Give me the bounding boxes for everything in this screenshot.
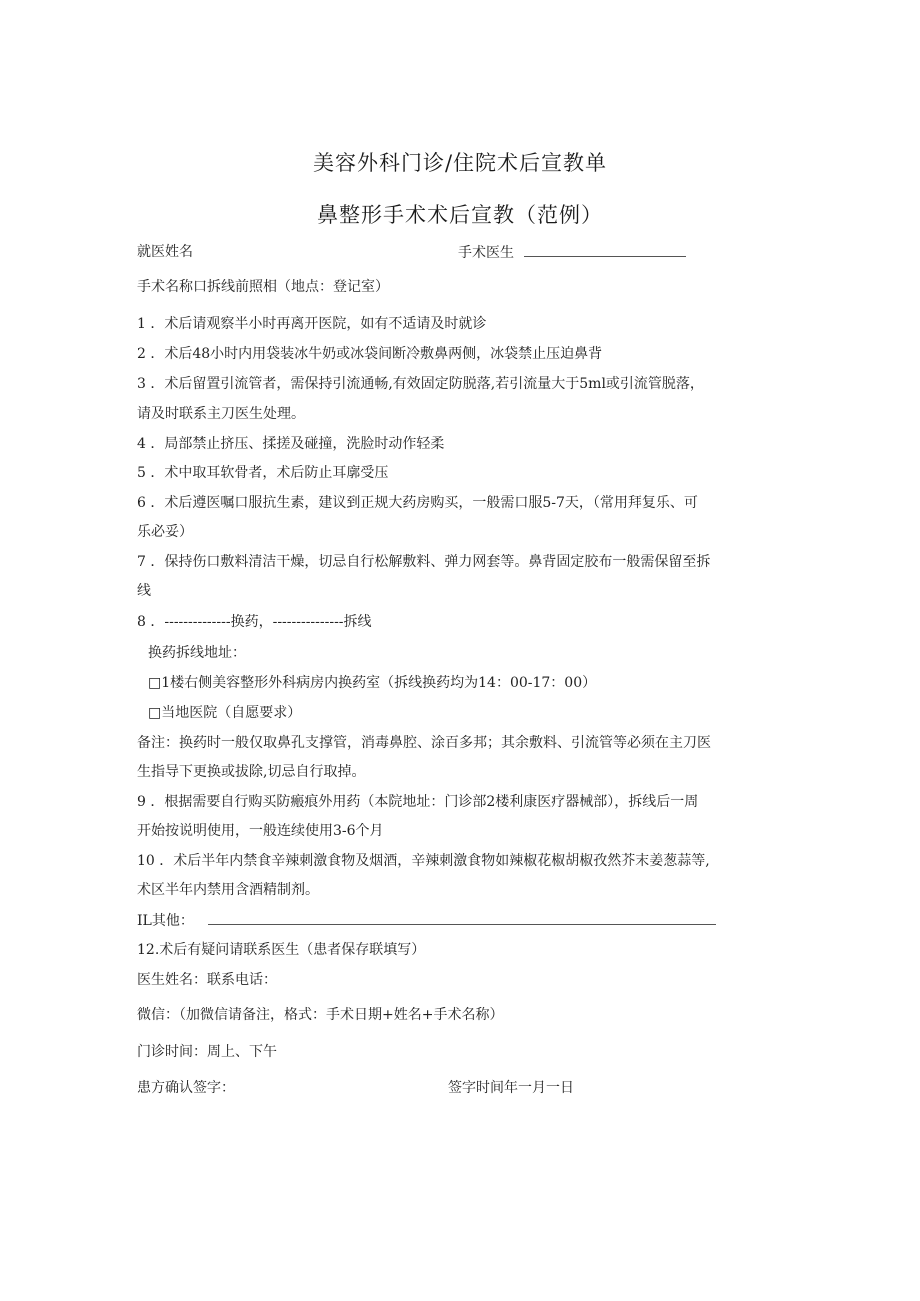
instruction-item-1: 1 ．术后请观察半小时再离开医院，如有不适请及时就诊 — [137, 316, 487, 332]
surgeon-field — [458, 242, 686, 263]
instruction-item-9: 9 ．根据需要自行购买防瘢痕外用药（本院地址：门诊部2楼利康医疗器械部），拆线后一周 — [137, 794, 699, 810]
instruction-item-11 — [137, 910, 716, 931]
instruction-item-4: 4 ．局部禁止挤压、揉搓及碰撞，洗脸时动作轻柔 — [137, 436, 445, 452]
instruction-item-6: 6 ．术后遵医嘱口服抗生素，建议到正规大药房购买，一般需口服5-7天，（常用拜复乐、可 — [137, 495, 698, 511]
instruction-item-6-cont: 乐必妥） — [137, 524, 193, 540]
remark-cont: 生指导下更换或拔除,切忌自行取掉。 — [137, 764, 366, 780]
remark: 备注：换药时一般仅取鼻孔支撑管，消毒鼻腔、涂百多邦；其余敷料、引流管等必须在主刀医 — [137, 735, 711, 751]
signature-time-label: 签字时间年一月一日 — [448, 1080, 574, 1096]
wechat-line: 微信：（加微信请备注，格式：手术日期+姓名+手术名称） — [137, 1007, 504, 1023]
patient-name-label: 就医姓名 — [137, 244, 193, 260]
other-blank-line — [208, 910, 716, 925]
patient-name-field — [137, 242, 193, 262]
instruction-item-10: 10 ．术后半年内禁食辛辣刺激食物及烟酒，辛辣刺激食物如辣椒花椒胡椒孜然芥末姜葱蒜等, — [137, 853, 710, 869]
instruction-item-9-cont: 开始按说明使用，一般连续使用3-6个月 — [137, 823, 384, 839]
document-title: 美容外科门诊/住院术后宣教单 — [312, 151, 608, 175]
instruction-item-7-cont: 线 — [137, 583, 151, 599]
change-address-label: 换药拆线地址： — [148, 645, 246, 661]
address-option-local[interactable]: □当地医院（自愿要求） — [148, 705, 302, 721]
instruction-item-5: 5 ．术中取耳软骨者，术后防止耳廓受压 — [137, 465, 389, 481]
surgeon-blank-line — [524, 242, 686, 257]
instruction-item-2: 2 ．术后48小时内用袋装冰牛奶或冰袋间断冷敷鼻两侧，冰袋禁止压迫鼻背 — [137, 346, 603, 362]
patient-signature-label: 患方确认签字： — [137, 1080, 235, 1096]
instruction-item-10-cont: 术区半年内禁用含酒精制剂。 — [137, 882, 319, 898]
instruction-item-3: 3 ．术后留置引流管者，需保持引流通畅,有效固定防脱落,若引流量大于5ml或引流管脱落， — [137, 376, 704, 392]
document-subtitle: 鼻整形手术术后宣教（范例） — [317, 203, 603, 227]
instruction-item-3-cont: 请及时联系主刀医生处理。 — [137, 406, 305, 422]
address-option-hospital[interactable]: □1楼右侧美容整形外科病房内换药室（拆线换药均为14：00-17：00） — [148, 675, 597, 691]
other-label: IL其他： — [137, 913, 194, 929]
surgeon-label: 手术医生 — [458, 245, 514, 261]
surgery-name-line: 手术名称口拆线前照相（地点：登记室） — [137, 279, 389, 295]
instruction-item-7: 7 ．保持伤口敷料清洁干燥，切忌自行松解敷料、弹力网套等。鼻背固定胶布一般需保留至拆 — [137, 554, 711, 570]
doctor-contact-line: 医生姓名：联系电话： — [137, 972, 277, 988]
instruction-item-8: 8 ．--------------换药，---------------拆线 — [137, 614, 372, 630]
instruction-item-12: 12.术后有疑问请联系医生（患者保存联填写） — [137, 942, 426, 958]
clinic-hours-line: 门诊时间：周上、下午 — [137, 1044, 277, 1060]
